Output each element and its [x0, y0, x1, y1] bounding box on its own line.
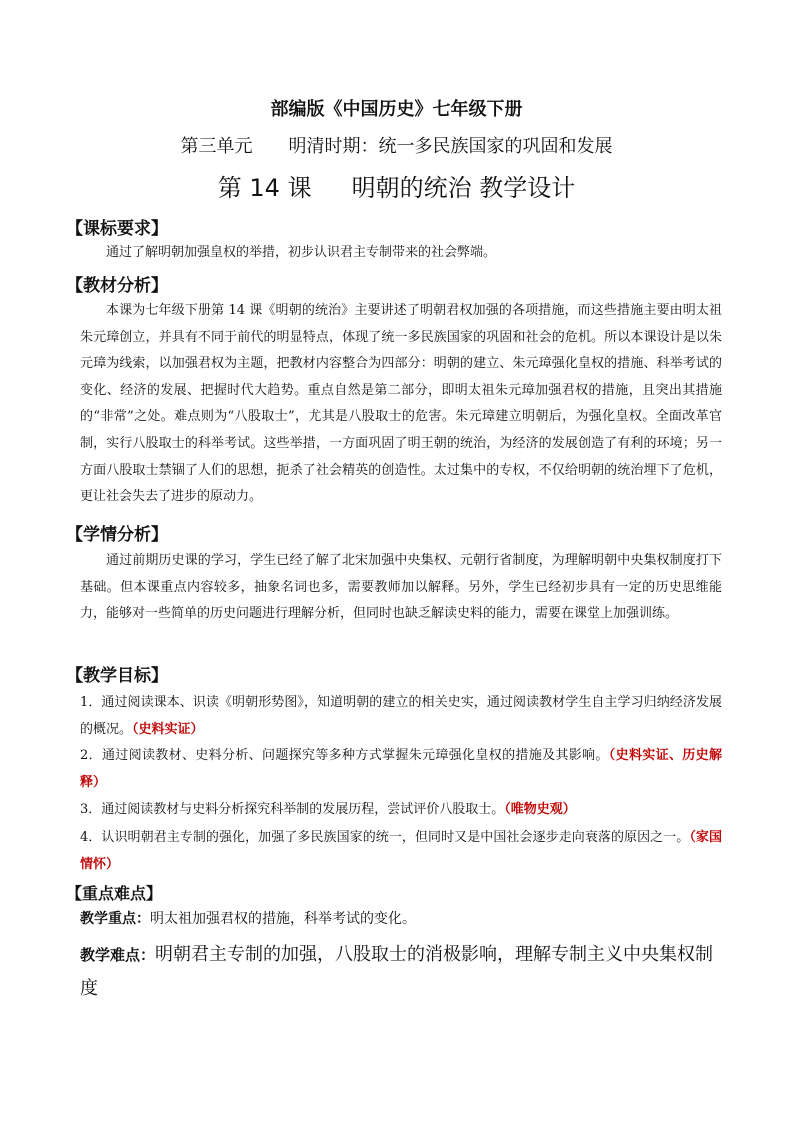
objective-item: 1．通过阅读课本、识读《明朝形势图》，知道明朝的建立的相关史实，通过阅读教材学生自主学习归纳经济发展的概况。（史料实证）: [80, 695, 722, 737]
literacy-tag: （史料实证、历史解释）: [80, 748, 722, 790]
literacy-tag: （史料实证）: [132, 721, 204, 737]
students-text: 通过前期历史课的学习，学生已经了解了北宋加强中央集权、元朝行省制度，为理解明朝中央集权制度打下基础。但本课重点内容较多，抽象名词也多，需要教师加以解释。另外，学生已经初步具有一定的历史思维能力，能够对一些简单的历史问题进行理解分析，但同时也缺乏解读史料的能力，需要在课堂上加强训练。: [80, 553, 722, 622]
literacy-tag: （家国情怀）: [80, 830, 722, 872]
focus-label: 教学重点：: [80, 911, 150, 927]
objective-item: 2．通过阅读教材、史料分析、问题探究等多种方式掌握朱元璋强化皇权的措施及其影响。（史料实证、历史解释）: [80, 748, 722, 790]
literacy-tag: （唯物史观）: [504, 802, 576, 817]
textbook-text: 本课为七年级下册第 14 课《明朝的统治》主要讲述了明朝君权加强的各项措施，而这些措施主要由明太祖朱元璋创立，并具有不同于前代的明显特点，体现了统一多民族国家的巩固和社会的危机。所以本课设计是以朱元璋为线索，以加强君权为主题，把教材内容整合为四部分：明朝的建立、朱元璋强化皇权的措施、科举考试的变化、经济的发展、把握时代大趋势。重点自然是第二部分，即明太祖朱元璋加强君权的措施，且突出其措施的“非常”之处。难点则为“八股取士”，尤其是八股取士的危害。朱元璋建立明朝后，为强化皇权。全面改革官制，实行八股取士的科举考试。这些举措，一方面巩固了明王朝的统治，为经济的发展创造了有利的环境；另一方面八股取士禁锢了人们的思想，扼杀了社会精英的创造性。太过集中的专权，不仅给明朝的统治埋下了危机，更让社会失去了进步的原动力。: [80, 303, 722, 505]
difficulty-label: 教学难点：: [80, 946, 156, 964]
objective-item: 4．认识明朝君主专制的强化，加强了多民族国家的统一，但同时又是中国社会逐步走向衰落的原因之一。（家国情怀）: [80, 830, 722, 872]
unit-title: [0, 132, 793, 158]
heading-standard: 【课标要求】: [66, 219, 168, 239]
heading-textbook: 【教材分析】: [66, 276, 168, 296]
heading-keypoints: 【重点难点】: [66, 884, 163, 903]
lesson-title: [0, 168, 793, 203]
lesson-number: 第 14 课: [217, 174, 312, 202]
unit-topic: 明清时期：统一多民族国家的巩固和发展: [288, 136, 613, 157]
document-title: 部编版《中国历史》七年级下册: [270, 99, 523, 120]
objective-item: 3．通过阅读教材与史料分析探究科举制的发展历程，尝试评价八股取士。（唯物史观）: [80, 802, 576, 817]
teaching-difficulty: [80, 938, 730, 1006]
focus-text: 明太祖加强君权的措施，科举考试的变化。: [150, 911, 416, 927]
heading-objectives: 【教学目标】: [66, 666, 168, 686]
standard-text: 通过了解明朝加强皇权的举措，初步认识君主专制带来的社会弊端。: [106, 245, 497, 260]
lesson-topic: 明朝的统治 教学设计: [351, 174, 576, 202]
heading-students: 【学情分析】: [66, 525, 168, 545]
teaching-focus: [80, 908, 416, 928]
difficulty-text: 明朝君主专制的加强，八股取士的消极影响，理解专制主义中央集权制度: [80, 944, 714, 999]
unit-number: 第三单元: [180, 136, 253, 157]
